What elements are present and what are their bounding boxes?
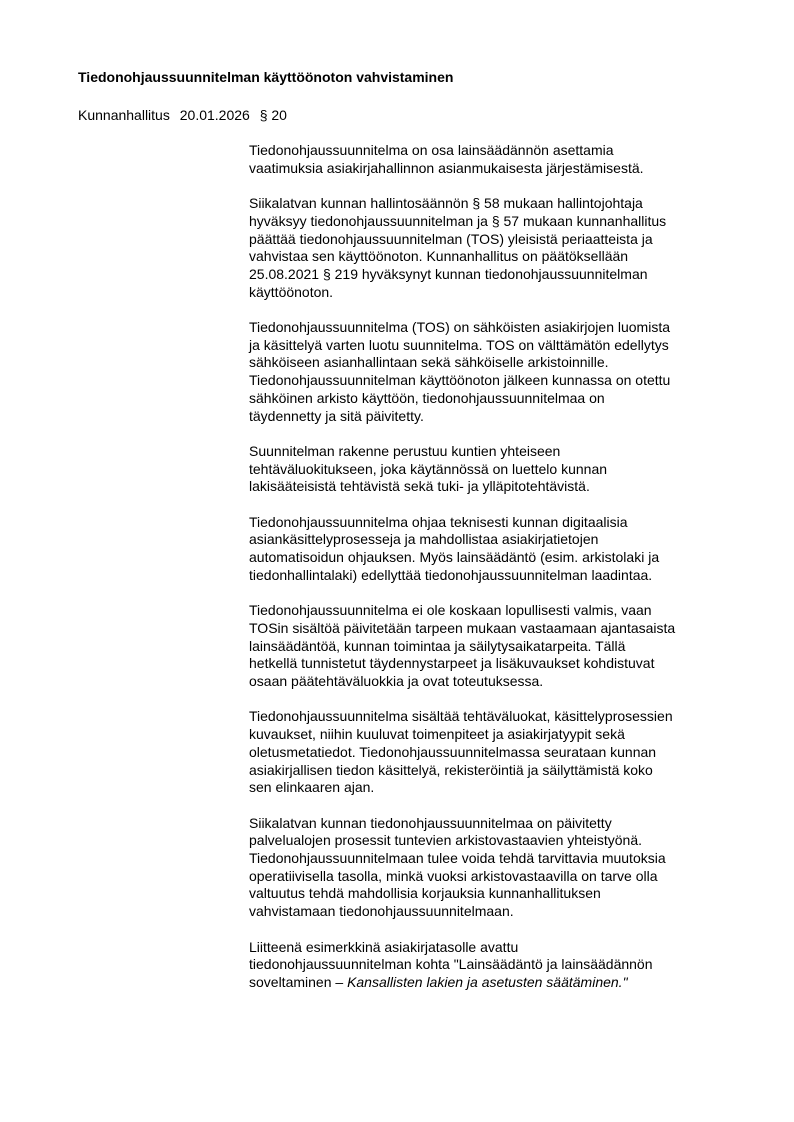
text-line: valtuutus tehdä mahdollisia korjauksia kunnanhallituksen xyxy=(249,885,601,902)
text-line: Tiedonohjaussuunnitelmaan tulee voida tehdä tarvittavia muutoksia xyxy=(249,850,666,867)
text-line: ja käsittelyä varten luotu suunnitelma. TOS on välttämätön edellytys xyxy=(249,336,669,353)
paragraph-contents xyxy=(249,708,749,797)
text-line: Siikalatvan kunnan tiedonohjaussuunnitelmaa on päivitetty xyxy=(249,814,612,831)
text-line: käyttöönoton. xyxy=(249,283,334,300)
text-line: Siikalatvan kunnan hallintosäännön § 58 mukaan hallintojohtaja xyxy=(249,195,643,212)
paragraph-authorization xyxy=(249,815,749,921)
text-line: asiankäsittelyprosesseja ja mahdollistaa asiakirjatietojen xyxy=(249,531,599,548)
meeting-reference xyxy=(78,107,293,123)
text-line: Tiedonohjaussuunnitelma (TOS) on sähköisten asiakirjojen luomista xyxy=(249,319,670,335)
text-line: Tiedonohjaussuunnitelma ei ole koskaan lopullisesti valmis, vaan xyxy=(249,602,652,619)
meeting-body: Kunnanhallitus xyxy=(78,107,170,123)
meeting-date: 20.01.2026 xyxy=(179,107,250,123)
text-line: Tiedonohjaussuunnitelma sisältää tehtäväluokat, käsittelyprosessien xyxy=(249,708,673,725)
text-line: asiakirjallisen tiedon käsittelyä, rekisteröintiä ja säilyttämistä koko xyxy=(249,761,653,778)
text-line: hetkellä tunnistetut täydennystarpeet ja lisäkuvaukset kohdistuvat xyxy=(249,655,655,672)
text-line: Tiedonohjaussuunnitelman käyttöönoton jälkeen kunnassa on otettu xyxy=(249,372,671,389)
text-line: tiedonohjaussuunnitelman kohta "Lainsäädäntö ja lainsäädännön xyxy=(249,956,653,973)
text-line: operatiivisella tasolla, minkä vuoksi arkistovastaavilla on tarve olla xyxy=(249,867,658,884)
text-line xyxy=(249,974,749,992)
text-line: hyväksyy tiedonohjaussuunnitelman ja § 57 mukaan kunnanhallitus xyxy=(249,212,667,229)
meeting-section: § 20 xyxy=(259,107,287,123)
text-line: kuvaukset, niihin kuuluvat toimenpiteet ja asiakirjatyypit sekä xyxy=(249,726,625,743)
text-line: sähköinen arkisto käyttöön, tiedonohjaussuunnitelmaa on xyxy=(249,389,605,406)
text-line: Liitteenä esimerkkinä asiakirjatasolle avattu xyxy=(249,938,519,955)
text-line: tehtäväluokitukseen, joka käytännössä on luettelo kunnan xyxy=(249,460,608,477)
paragraph-tos-requirement xyxy=(249,142,749,177)
paragraph-tos-definition xyxy=(249,319,749,425)
text-line: Suunnitelman rakenne perustuu kuntien yhteiseen xyxy=(249,442,561,459)
paragraph-structure xyxy=(249,443,749,496)
text-line: sen elinkaaren ajan. xyxy=(249,779,375,796)
text-line: Tiedonohjaussuunnitelma ohjaa teknisesti kunnan digitaalisia xyxy=(249,513,628,530)
paragraph-updates xyxy=(249,602,749,691)
text-line: oletusmetatiedot. Tiedonohjaussuunnitelmassa seurataan kunnan xyxy=(249,743,657,760)
attachment-heading: Kansallisten lakien ja asetusten säätäminen." xyxy=(347,973,628,990)
text-line: tiedonhallintalaki) edellyttää tiedonohjaussuunnitelman laadintaa. xyxy=(249,566,653,583)
paragraph-attachment xyxy=(249,939,749,992)
text-line: vahvistaa sen käyttöönoton. Kunnanhallitus on päätöksellään xyxy=(249,248,629,265)
text-line: täydennetty ja sitä päivitetty. xyxy=(249,407,424,424)
text-line: Tiedonohjaussuunnitelma on osa lainsäädännön asettamia xyxy=(249,142,614,158)
text-line: palvelualojen prosessit tuntevien arkistovastaavien yhteistyönä. xyxy=(249,832,643,849)
paragraph-digital-processes xyxy=(249,514,749,585)
document-title: Tiedonohjaussuunnitelman käyttöönoton vahvistaminen xyxy=(78,69,454,85)
text-line: TOSin sisältöä päivitetään tarpeen mukaan vastaamaan ajantasaista xyxy=(249,619,676,636)
text-line: päättää tiedonohjaussuunnitelman (TOS) yleisistä periaatteista ja xyxy=(249,230,653,247)
text-line: 25.08.2021 § 219 hyväksynyt kunnan tiedonohjaussuunnitelman xyxy=(249,265,648,282)
paragraph-administrative-rules xyxy=(249,195,749,301)
text-line: lainsäädäntöä, kunnan toimintaa ja säilytysaikatarpeita. Tällä xyxy=(249,637,626,654)
text-line: vaatimuksia asiakirjahallinnon asianmukaisesta järjestämisestä. xyxy=(249,159,644,176)
document-body xyxy=(249,142,749,1009)
text-line: automatisoidun ohjauksen. Myös lainsäädäntö (esim. arkistolaki ja xyxy=(249,549,660,566)
text-line: osaan päätehtäväluokkia ja ovat toteutuksessa. xyxy=(249,673,544,690)
attachment-text: soveltaminen – xyxy=(249,973,348,990)
text-line: lakisääteisistä tehtävistä sekä tuki- ja ylläpitotehtävistä. xyxy=(249,478,590,495)
text-line: sähköiseen asianhallintaan sekä sähköiselle arkistoinnille. xyxy=(249,354,609,371)
text-line: vahvistamaan tiedonohjaussuunnitelmaan. xyxy=(249,903,514,920)
